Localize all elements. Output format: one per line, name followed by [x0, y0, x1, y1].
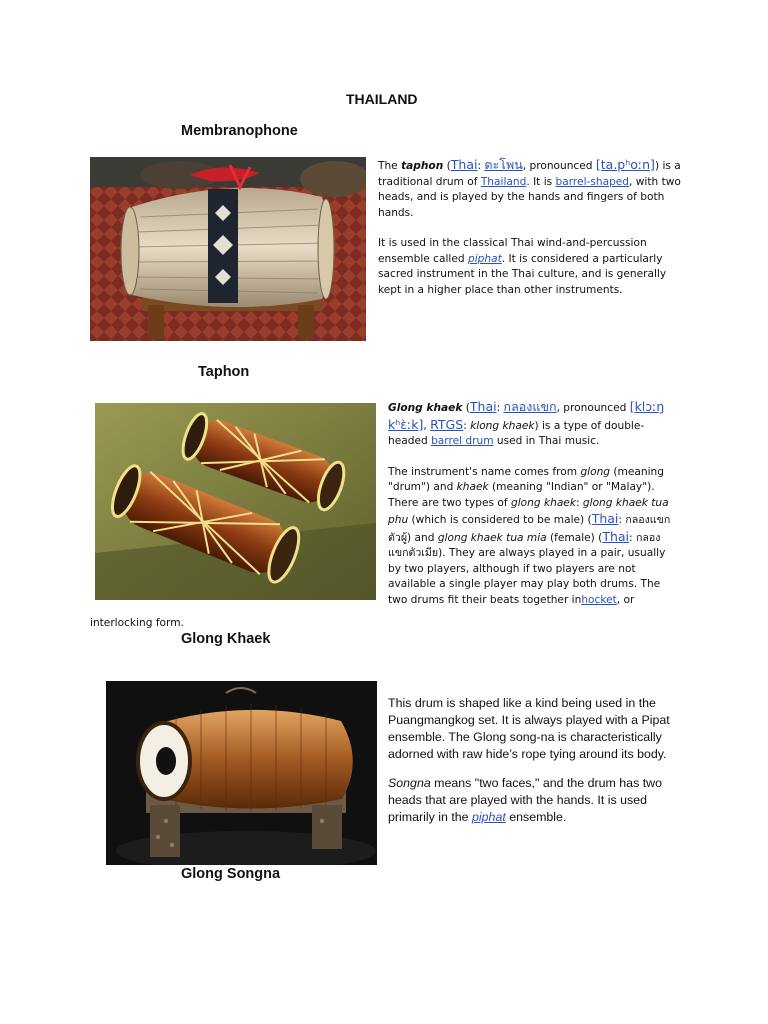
thai-link[interactable]: Thai: [591, 511, 619, 526]
thai-link[interactable]: Thai: [602, 528, 630, 544]
piphat-link[interactable]: piphat: [472, 810, 506, 824]
taphon-caption: Taphon: [198, 364, 250, 380]
glong-khaek-photo: [95, 403, 376, 600]
taphon-paragraph-1: The taphon (Thai: ตะโพน, pronounced [ta.pʰoːn]) is a traditional drum of Thailand. It is barrel-shaped, with two heads, and is played by the hands and fingers of both hands.: [378, 157, 681, 219]
glong-khaek-paragraph-1: Glong khaek (Thai: กลองแขก, pronounced [klɔːŋ kʰɛ̀ːk], RTGS: klong khaek) is a type of double-headed barrel drum used in Thai music.: [388, 399, 665, 447]
page-title: THAILAND: [346, 91, 418, 107]
rtgs-link[interactable]: RTGS: [430, 416, 464, 432]
taphon-description: [378, 157, 682, 313]
glong-khaek-description: [388, 399, 680, 623]
piphat-link[interactable]: piphat: [467, 252, 502, 265]
thai-script-link[interactable]: กลองแขก: [503, 399, 557, 414]
thai-link[interactable]: Thai: [450, 157, 478, 172]
glong-songna-description: [388, 695, 688, 838]
glong-songna-paragraph-2: Songna means "two faces," and the drum has two heads that are played with the hands. It is used primarily in the piphat ensemble.: [388, 776, 662, 824]
ipa-link[interactable]: [ta.pʰoːn]: [595, 157, 655, 172]
glong-songna-caption: Glong Songna: [181, 866, 281, 882]
thailand-link[interactable]: Thailand: [480, 175, 527, 188]
page-subtitle: Membranophone: [181, 123, 298, 139]
barrel-drum-link[interactable]: barrel drum: [431, 435, 494, 447]
hocket-link[interactable]: hocket: [581, 593, 617, 606]
glong-khaek-caption: Glong Khaek: [181, 631, 271, 647]
glong-khaek-overflow-line: interlocking form.: [90, 617, 184, 629]
thai-script-link[interactable]: ตะโพน: [484, 157, 523, 172]
barrel-shaped-link[interactable]: barrel-shaped: [555, 175, 630, 188]
taphon-paragraph-2: It is used in the classical Thai wind-and-percussion ensemble called piphat. It is considered a particularly sacred instrument in the Thai culture, and is generally kept in a higher place than other instruments.: [378, 237, 667, 296]
ipa-link[interactable]: [klɔːŋ kʰɛ̀ːk]: [388, 399, 665, 432]
thai-link[interactable]: Thai: [469, 399, 497, 414]
glong-khaek-paragraph-2: The instrument's name comes from glong (meaning "drum") and khaek (meaning "Indian" or "Malay"). There are two types of glong khaek: glong khaek tua phu (which is considered to be male) (Thai: กลองแขกตัวผู้) and glong khaek tua mia (female) (Thai: กลองแขกตัวเมีย). They are always played in a pair, usually by two players, although if two players are not available a single player may play both drums. The two drums fit their beats together inhocket, or: [388, 465, 671, 606]
glong-songna-photo: [106, 681, 377, 865]
taphon-photo: [90, 157, 366, 341]
glong-songna-paragraph-1: This drum is shaped like a kind being used in the Puangmangkog set. It is always played with a Pipat ensemble. The Glong song-na is characteristically adorned with raw hide’s rope tying around its body.: [388, 696, 670, 761]
